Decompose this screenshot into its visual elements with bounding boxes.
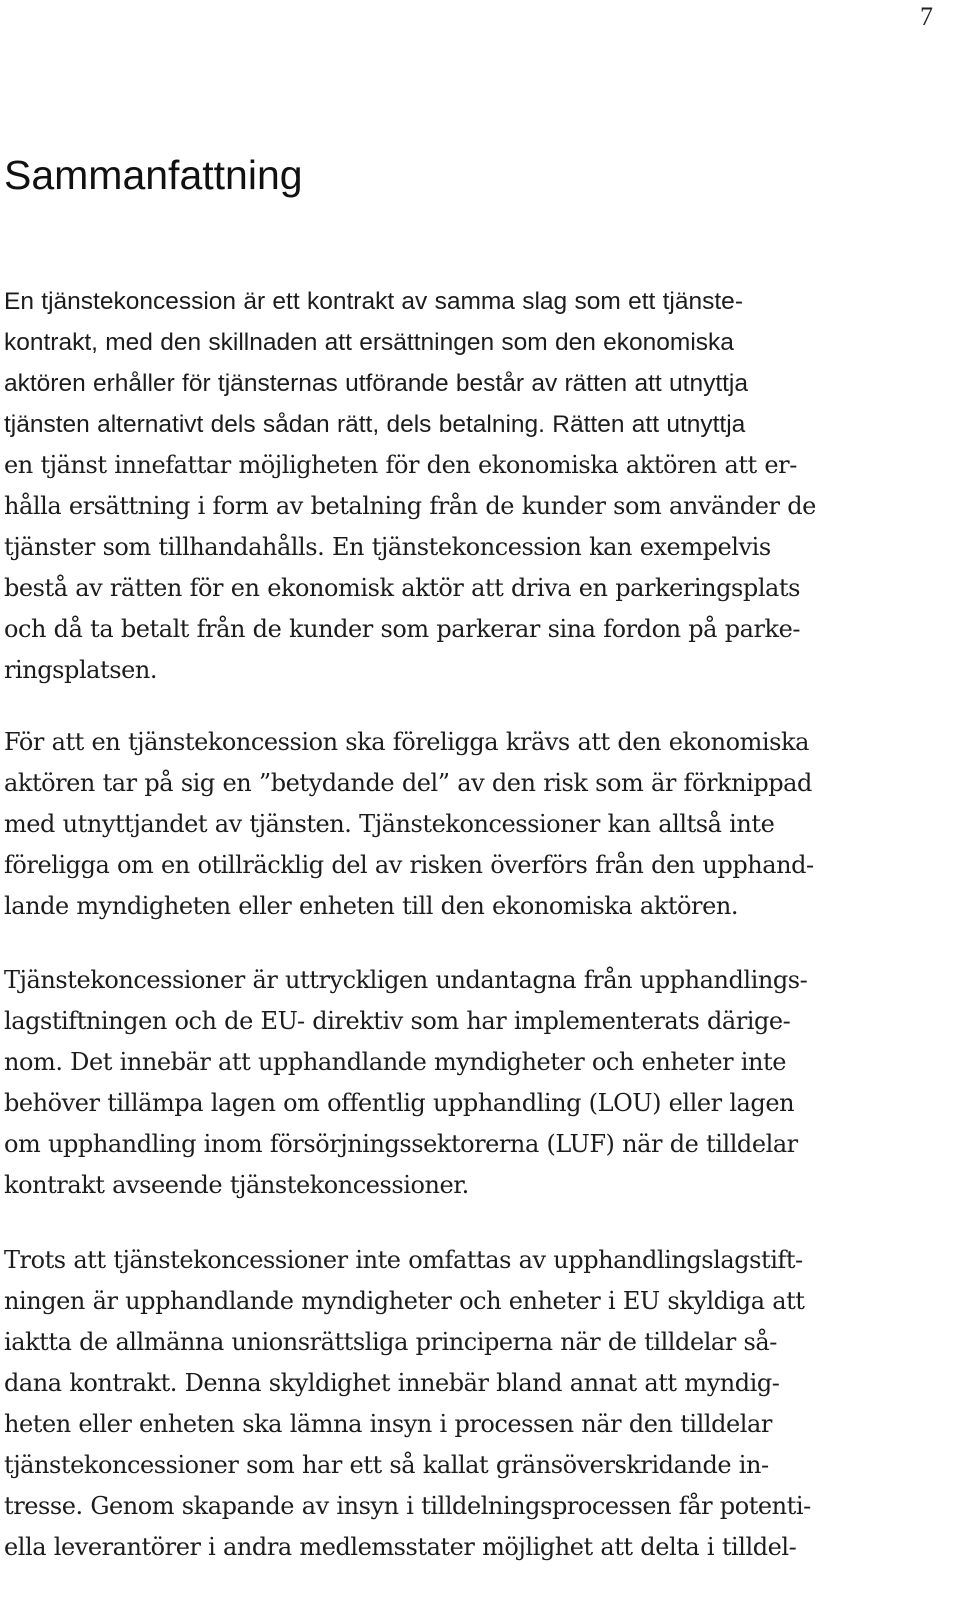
text-line: För att en tjänstekoncession ska föreligga krävs att den ekonomiska: [4, 728, 809, 756]
text-line: ringsplatsen.: [4, 656, 158, 684]
text-line: med utnyttjandet av tjänsten. Tjänstekoncessioner kan alltså inte: [4, 810, 775, 838]
text-line: behöver tillämpa lagen om offentlig upphandling (LOU) eller lagen: [4, 1089, 795, 1117]
text-line: ningen är upphandlande myndigheter och enheter i EU skyldiga att: [4, 1287, 805, 1315]
text-line: en tjänst innefattar möjligheten för den ekonomiska aktören att er-: [4, 451, 797, 479]
page-number: 7: [920, 2, 933, 31]
page-title: Sammanfattning: [4, 152, 303, 198]
text-line: om upphandling inom försörjningssektorerna (LUF) när de tilldelar: [4, 1130, 798, 1158]
text-line: Tjänstekoncessioner är uttryckligen undantagna från upphandlings-: [4, 966, 808, 994]
text-line: En tjänstekoncession är ett kontrakt av samma slag som ett tjänste-: [4, 288, 743, 315]
text-line: Trots att tjänstekoncessioner inte omfattas av upphandlingslagstift-: [4, 1246, 803, 1274]
text-line: tjänster som tillhandahålls. En tjänstekoncession kan exempelvis: [4, 533, 771, 561]
paragraph-2: [4, 722, 814, 927]
text-line: och då ta betalt från de kunder som parkerar sina fordon på parke-: [4, 615, 801, 643]
text-line: nom. Det innebär att upphandlande myndigheter och enheter inte: [4, 1048, 786, 1076]
text-line: tresse. Genom skapande av insyn i tilldelningsprocessen får potenti-: [4, 1492, 811, 1520]
text-line: hålla ersättning i form av betalning från de kunder som använder de: [4, 492, 816, 520]
paragraph-4: [4, 1240, 811, 1568]
text-line: föreligga om en otillräcklig del av risken överförs från den upphand-: [4, 851, 814, 879]
text-line: bestå av rätten för en ekonomisk aktör att driva en parkeringsplats: [4, 574, 800, 602]
text-line: aktören tar på sig en ”betydande del” av den risk som är förknippad: [4, 769, 812, 797]
paragraph-3: [4, 960, 807, 1206]
text-line: lande myndigheten eller enheten till den ekonomiska aktören.: [4, 892, 739, 920]
text-line: tjänstekoncessioner som har ett så kallat gränsöverskridande in-: [4, 1451, 769, 1479]
text-line: kontrakt avseende tjänstekoncessioner.: [4, 1171, 469, 1199]
text-line: iaktta de allmänna unionsrättsliga principerna när de tilldelar så-: [4, 1328, 777, 1356]
text-line: kontrakt, med den skillnaden att ersättningen som den ekonomiska: [4, 329, 734, 356]
text-line: heten eller enheten ska lämna insyn i processen när den tilldelar: [4, 1410, 772, 1438]
text-line: tjänsten alternativt dels sådan rätt, dels betalning. Rätten att utnyttja: [4, 411, 746, 438]
text-line: dana kontrakt. Denna skyldighet innebär bland annat att myndig-: [4, 1369, 780, 1397]
text-line: aktören erhåller för tjänsternas utförande består av rätten att utnyttja: [4, 370, 748, 397]
paragraph-1: [4, 281, 816, 691]
text-line: ella leverantörer i andra medlemsstater möjlighet att delta i tilldel-: [4, 1533, 797, 1561]
text-line: lagstiftningen och de EU- direktiv som har implementerats därige-: [4, 1007, 791, 1035]
